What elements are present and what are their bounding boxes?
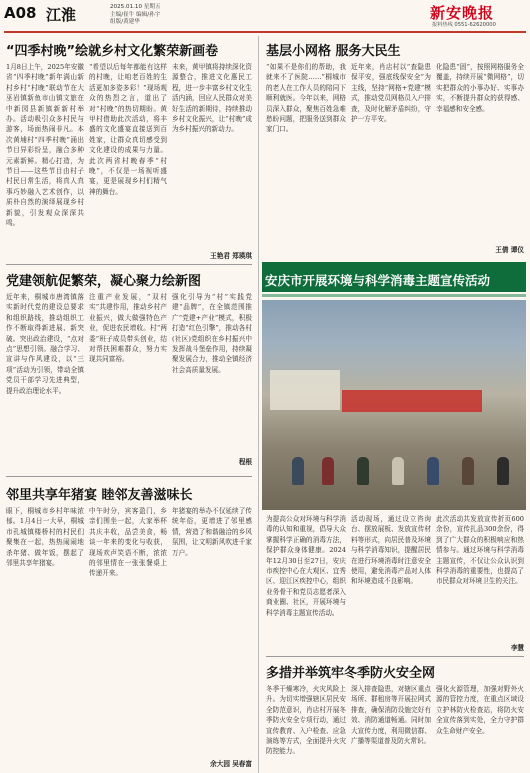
byline: 李慧 [510,644,524,652]
byline: 王艳君 郑瑛琪 [210,252,252,260]
article-body: 化隐患“固”，按照网格服务全覆盖，持续开展“微网格”，切实把群众的小事办好、实事办实，不断提升群众的获得感、幸福感和安全感。 [436,63,524,113]
article-body: 为提高公众对环境与科学消毒的认知和重视，倡导大众掌握科学正确的消毒方法，保护群众身体健康。2024年12月30日至27日，安庆市疾控中心在大观区、宜秀区、迎江区疾控中心，组织业务骨干和党员志愿者深入商业圈、社区，开展环境与科学消毒主题宣传活动。 [266,515,346,617]
photo-person [357,457,369,485]
page-header [0,0,530,31]
byline: 王倩 谭仪 [495,246,524,254]
feature-accent-strip [262,294,526,297]
editor-credit: 主编/崔牛 编辑/孙宇 [110,11,161,18]
article-divider [266,656,524,657]
article-body: 未来，黄甲镇将持续深化资源整合，推进文化惠民工程，进一步丰富乡村文化生活内涵，回应人民群众对美好生活的新期待，持续推动乡村文化振兴，让“村晚”成为乡村振兴的新动力。 [172,63,252,134]
article-divider [6,476,252,477]
photo-person [322,457,334,485]
page-number: A08 [4,4,37,22]
article-title: 多措并举筑牢冬季防火安全网 [266,666,436,681]
article-body: 强化引导为“村”实践党建“品牌”，在全镇范围推广“党建+产业”模式，积极打造“红色引擎”，推动各村(社区)党组织在乡村振兴中发挥战斗堡垒作用，持续凝聚发展合力，推动全镇经济社会高质量发展。 [172,293,252,374]
article-body: 1月8日上午，2025年安徽省“四季村晚”新年满山新村乡村“村晚”联动节在大巫岩镇新鱼市山镇文旅在中新园县新镇新新村举办。活动吸引众多村民与游客，场面热闹非凡。本次黄埔村“四季村晚”涌出节目异彩纷呈，融合多种元素新鲜。精心打造，为节目——这些节目由村子村民日常生活，将真人真事巧妙融入艺术创作，以质朴自然的演绎展现乡村新貌，引发观众深深共鸣。 [6,63,84,228]
article-body: “希望以后每年都能有这样的村晚，让咱老百姓的生活更加多姿多彩！”现场观众的热烈之言，道出了对“村晚”的热切期盼。黄甲村借助此次活动，将丰盛的文化盛宴直接送到百姓家，让群众真切感受到文化建设的成果与力量。此次两省村晚春季“村晚”，不仅是一场视听盛宴，更是展现乡村们精气神的舞台。 [89,63,167,196]
issue-meta [110,4,161,27]
article-body: 注重产业发展，“双村实”共建作用，推动乡村产业振兴，做大做强特色产业，促进农民增收。村“两委”班子成员带头创业，结对帮扶困难群众，努力实现共同富裕。 [89,293,167,364]
article-body: 近年来，肖店村以“查隐患保平安，强底线保安全”为主线，坚持“网格+党建”模式，推动党员网格员入户排查，及时化解矛盾纠纷，守护一方平安。 [351,63,431,124]
article-title: 党建领航促繁荣，凝心聚力绘新图 [6,274,202,289]
article-body: “如果不是你们的帮助，我就来不了医院……”桐城市的老人在工作人员的陪同下顺利就医。今年以来，网格员深入群众，聚焦百姓急难愁盼问题，把服务送到群众家门口。 [266,63,346,134]
byline: 程根 [238,458,252,466]
newspaper-logo: 新安晚报 [430,4,495,22]
photo-person [427,457,439,485]
photo-person [292,457,304,485]
article-body: 眼下，桐城市乡村年味浓郁。1月4日一大早，桐城市孔城镇楼桥村的村民们聚集在一起，热热闹闹地杀年猪、做年饭，摆起了邻里共享年猪宴。 [6,507,84,568]
article-body: 深入排查隐患，对辖区重点场所、群租房等开展拉网式排查，确保消防设施完好有效、消防通道畅通。同时加大宣传力度，利用微信群、广播等渠道普及防火常识。 [351,685,431,746]
hotline: 报料热线 0551-62620000 [432,22,496,28]
photo-person [392,457,404,485]
header-rule [4,31,526,33]
article-body: 此次活动共发放宣传折页600余份，宣传扎品300余份，得到了广大群众的积极响应和热情参与。通过环境与科学消毒主题宣传，不仅让公众认识到科学消毒的重要性，也提高了市民群众对环境卫生的关注。 [436,515,524,586]
article-title: 邻里共享年猪宴 睦邻友善滋味长 [6,488,193,503]
photo-person [462,457,474,485]
photo-banner [342,390,482,412]
article-title: 安庆市开展环境与科学消毒主题宣传活动 [265,273,491,288]
article-divider [6,264,252,265]
issue-date: 2025.01.10 星期五 [110,4,161,10]
column-divider [258,36,259,773]
proofread-credit: 组版/黄建华 [110,19,140,26]
article-body: 近年来，桐城市唐湾镇落实新时代党的建设总要求和组织路线，推动组织工作不断取得新进展、新突破。突出政治建设，“点对点”思想引领。融合学习、宣讲与作风建设，以“三项”活动为引领，带动全镇党员干部学习先进典型，提升政治理论水平。 [6,293,84,395]
article-body: 中午时分，宾客盈门，乡亲们围坐一起，大家举杯共庆丰收，品尝美食，畅谈一年来的变化与收获，现场欢声笑语不断，浓浓的邻里情在一张张餐桌上传递开来。 [89,507,167,578]
article-body: 冬季干燥寒冷，火灾风险上升。为切实增强辖区居民安全防范意识，肖店村开展冬季防火安全专项行动，通过宣传教育、入户检查、应急演练等方式，全面提升火灾防控能力。 [266,685,346,756]
section-name: 江淮 [46,6,77,24]
photo-person [497,457,509,485]
article-body: 年猪宴的举办不仅延续了传统年俗，更增进了邻里感情，营造了和谐融洽的乡风氛围，让文明新风吹进千家万户。 [172,507,252,557]
event-photo [262,300,526,510]
photo-tent [270,370,340,410]
article-title: 基层小网格 服务大民生 [266,44,401,59]
article-body: 强化火源管理，加强对野外火源的管控力度，在重点区域设立护林防火检查站，将防火安全宣传落到实处，全力守护群众生命财产安全。 [436,685,524,735]
byline: 余大园 吴春富 [210,760,252,768]
article-body: 活动现场，通过设立咨询台、摆放展板、发放宣传材料等形式，向居民普及环境与科学消毒知识，提醒居民在进行环境消毒时注意安全使用，避免消毒产品对人体和环境造成不良影响。 [351,515,431,586]
article-title: “四季村晚”绘就乡村文化繁荣新画卷 [6,44,219,59]
